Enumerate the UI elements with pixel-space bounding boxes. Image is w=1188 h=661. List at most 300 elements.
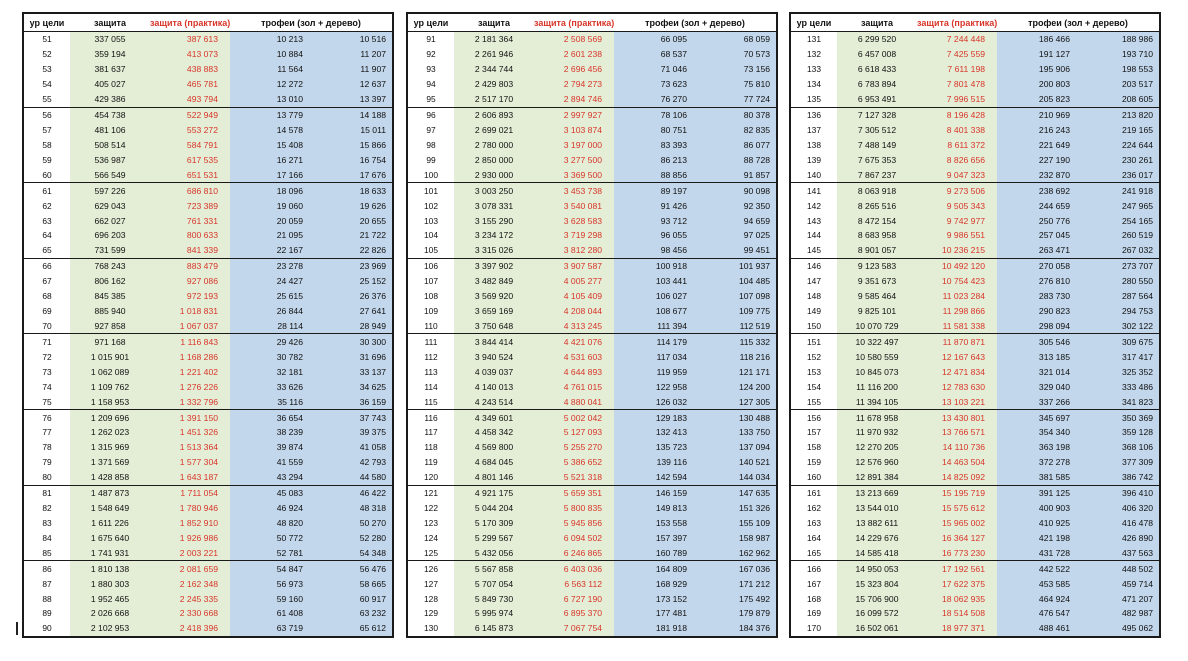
defense-practice-cell: 11 023 284 [917, 289, 997, 304]
defense-cell: 5 044 204 [454, 501, 534, 516]
trophy-wood-cell: 44 580 [311, 470, 392, 485]
trophy-gold-cell: 400 903 [997, 501, 1078, 516]
defense-cell: 1 158 953 [70, 394, 150, 409]
trophy-gold-cell: 210 969 [997, 107, 1078, 122]
defense-practice-cell: 15 965 002 [917, 516, 997, 531]
level-cell: 167 [791, 576, 837, 591]
trophy-wood-cell: 140 521 [695, 455, 776, 470]
level-cell: 119 [408, 455, 454, 470]
defense-cell: 1 062 089 [70, 364, 150, 379]
header-defense: защита [837, 14, 917, 32]
trophy-wood-cell: 133 750 [695, 425, 776, 440]
defense-practice-cell: 883 479 [150, 258, 230, 273]
defense-cell: 12 270 205 [837, 440, 917, 455]
defense-cell: 5 849 730 [454, 591, 534, 606]
defense-practice-cell: 1 852 910 [150, 516, 230, 531]
defense-cell: 731 599 [70, 243, 150, 258]
level-cell: 67 [24, 274, 70, 289]
trophy-gold-cell: 381 585 [997, 470, 1078, 485]
defense-cell: 508 514 [70, 137, 150, 152]
table-row [791, 334, 1159, 349]
trophy-gold-cell: 200 803 [997, 77, 1078, 92]
trophy-gold-cell: 391 125 [997, 485, 1078, 500]
level-cell: 149 [791, 304, 837, 319]
table-row [791, 576, 1159, 591]
defense-cell: 1 880 303 [70, 576, 150, 591]
level-cell: 80 [24, 470, 70, 485]
defense-practice-cell: 16 773 230 [917, 545, 997, 560]
trophy-gold-cell: 135 723 [614, 440, 695, 455]
table-row [408, 198, 776, 213]
trophy-wood-cell: 63 232 [311, 606, 392, 621]
header-trophies: трофеи (зол + дерево) [614, 14, 776, 32]
trophy-wood-cell: 118 216 [695, 349, 776, 364]
defense-cell: 454 738 [70, 107, 150, 122]
defense-practice-cell: 13 103 221 [917, 394, 997, 409]
trophy-wood-cell: 30 300 [311, 334, 392, 349]
trophy-gold-cell: 22 167 [230, 243, 311, 258]
level-cell: 157 [791, 425, 837, 440]
table-row [24, 228, 392, 243]
trophy-gold-cell: 50 772 [230, 530, 311, 545]
defense-cell: 16 099 572 [837, 606, 917, 621]
defense-practice-cell: 1 116 843 [150, 334, 230, 349]
defense-cell: 4 349 601 [454, 410, 534, 425]
trophy-wood-cell: 15 866 [311, 137, 392, 152]
defense-practice-cell: 10 492 120 [917, 258, 997, 273]
trophy-gold-cell: 238 692 [997, 183, 1078, 198]
defense-practice-cell: 6 563 112 [534, 576, 614, 591]
table-row [24, 243, 392, 258]
trophy-wood-cell: 151 326 [695, 501, 776, 516]
defense-cell: 1 371 569 [70, 455, 150, 470]
table-row [24, 379, 392, 394]
defense-practice-cell: 7 425 559 [917, 47, 997, 62]
level-cell: 141 [791, 183, 837, 198]
table-row [408, 334, 776, 349]
defense-cell: 5 567 858 [454, 561, 534, 576]
table-row [24, 152, 392, 167]
trophy-gold-cell: 71 046 [614, 62, 695, 77]
trophy-wood-cell: 107 098 [695, 289, 776, 304]
trophy-wood-cell: 109 775 [695, 304, 776, 319]
trophy-gold-cell: 33 626 [230, 379, 311, 394]
trophy-wood-cell: 21 722 [311, 228, 392, 243]
table-row [408, 470, 776, 485]
trophy-gold-cell: 191 127 [997, 47, 1078, 62]
level-table-3 [789, 12, 1161, 638]
defense-practice-cell: 2 003 221 [150, 545, 230, 560]
trophy-gold-cell: 59 160 [230, 591, 311, 606]
trophy-gold-cell: 45 083 [230, 485, 311, 500]
defense-practice-cell: 3 369 500 [534, 167, 614, 182]
trophy-gold-cell: 232 870 [997, 167, 1078, 182]
trophy-gold-cell: 153 558 [614, 516, 695, 531]
defense-cell: 2 102 953 [70, 621, 150, 636]
trophy-gold-cell: 30 782 [230, 349, 311, 364]
table-row [24, 485, 392, 500]
trophy-wood-cell: 27 641 [311, 304, 392, 319]
level-cell: 99 [408, 152, 454, 167]
defense-cell: 6 953 491 [837, 92, 917, 107]
data-table [791, 14, 1159, 636]
level-cell: 86 [24, 561, 70, 576]
defense-practice-cell: 9 742 977 [917, 213, 997, 228]
trophy-wood-cell: 16 754 [311, 152, 392, 167]
trophy-wood-cell: 448 502 [1078, 561, 1159, 576]
level-cell: 59 [24, 152, 70, 167]
table-row [24, 137, 392, 152]
trophy-wood-cell: 88 728 [695, 152, 776, 167]
table-row [24, 425, 392, 440]
defense-practice-cell: 9 505 343 [917, 198, 997, 213]
trophy-wood-cell: 31 696 [311, 349, 392, 364]
trophy-gold-cell: 38 239 [230, 425, 311, 440]
defense-practice-cell: 16 364 127 [917, 530, 997, 545]
level-cell: 143 [791, 213, 837, 228]
header-defense-practice: защита (практика) [150, 14, 230, 32]
trophy-gold-cell: 186 466 [997, 32, 1078, 47]
table-row [408, 425, 776, 440]
header-defense-practice: защита (практика) [534, 14, 614, 32]
table-row [791, 107, 1159, 122]
trophy-gold-cell: 431 728 [997, 545, 1078, 560]
level-cell: 151 [791, 334, 837, 349]
defense-cell: 6 783 894 [837, 77, 917, 92]
data-table [408, 14, 776, 636]
level-cell: 61 [24, 183, 70, 198]
trophy-gold-cell: 36 654 [230, 410, 311, 425]
level-cell: 108 [408, 289, 454, 304]
table-row [791, 379, 1159, 394]
level-cell: 60 [24, 167, 70, 182]
defense-practice-cell: 11 298 866 [917, 304, 997, 319]
trophy-wood-cell: 287 564 [1078, 289, 1159, 304]
table-row [24, 274, 392, 289]
trophy-wood-cell: 203 517 [1078, 77, 1159, 92]
defense-cell: 5 170 309 [454, 516, 534, 531]
trophy-wood-cell: 155 109 [695, 516, 776, 531]
trophy-wood-cell: 56 476 [311, 561, 392, 576]
trophy-gold-cell: 442 522 [997, 561, 1078, 576]
defense-cell: 9 825 101 [837, 304, 917, 319]
defense-cell: 5 432 056 [454, 545, 534, 560]
trophy-gold-cell: 20 059 [230, 213, 311, 228]
defense-practice-cell: 4 880 041 [534, 394, 614, 409]
trophy-gold-cell: 177 481 [614, 606, 695, 621]
trophy-wood-cell: 437 563 [1078, 545, 1159, 560]
table-row [408, 107, 776, 122]
level-cell: 107 [408, 274, 454, 289]
defense-practice-cell: 7 244 448 [917, 32, 997, 47]
table-row [791, 319, 1159, 334]
defense-practice-cell: 4 208 044 [534, 304, 614, 319]
table-row [791, 440, 1159, 455]
table-row [408, 410, 776, 425]
level-cell: 104 [408, 228, 454, 243]
level-cell: 166 [791, 561, 837, 576]
defense-practice-cell: 651 531 [150, 167, 230, 182]
trophy-wood-cell: 193 710 [1078, 47, 1159, 62]
table-row [791, 591, 1159, 606]
level-cell: 117 [408, 425, 454, 440]
trophy-wood-cell: 52 280 [311, 530, 392, 545]
table-row [408, 501, 776, 516]
trophy-gold-cell: 129 183 [614, 410, 695, 425]
trophy-wood-cell: 302 122 [1078, 319, 1159, 334]
defense-cell: 11 394 105 [837, 394, 917, 409]
defense-practice-cell: 11 870 871 [917, 334, 997, 349]
table-row [24, 167, 392, 182]
defense-practice-cell: 12 471 834 [917, 364, 997, 379]
trophy-wood-cell: 254 165 [1078, 213, 1159, 228]
level-cell: 139 [791, 152, 837, 167]
level-cell: 74 [24, 379, 70, 394]
trophy-wood-cell: 37 743 [311, 410, 392, 425]
defense-cell: 3 003 250 [454, 183, 534, 198]
trophy-gold-cell: 41 559 [230, 455, 311, 470]
table-row [408, 32, 776, 47]
table-row [791, 198, 1159, 213]
table-row [24, 319, 392, 334]
trophy-wood-cell: 80 378 [695, 107, 776, 122]
trophy-wood-cell: 162 962 [695, 545, 776, 560]
table-row [408, 530, 776, 545]
level-cell: 136 [791, 107, 837, 122]
table-row [791, 501, 1159, 516]
level-cell: 161 [791, 485, 837, 500]
level-cell: 156 [791, 410, 837, 425]
table-row [408, 62, 776, 77]
level-cell: 125 [408, 545, 454, 560]
trophy-wood-cell: 115 332 [695, 334, 776, 349]
defense-practice-cell: 4 531 603 [534, 349, 614, 364]
trophy-wood-cell: 77 724 [695, 92, 776, 107]
table-row [791, 455, 1159, 470]
level-cell: 52 [24, 47, 70, 62]
defense-cell: 3 315 026 [454, 243, 534, 258]
defense-practice-cell: 14 825 092 [917, 470, 997, 485]
defense-practice-cell: 18 977 371 [917, 621, 997, 636]
trophy-wood-cell: 91 857 [695, 167, 776, 182]
trophy-gold-cell: 305 546 [997, 334, 1078, 349]
trophy-wood-cell: 406 320 [1078, 501, 1159, 516]
defense-cell: 3 155 290 [454, 213, 534, 228]
trophy-gold-cell: 11 564 [230, 62, 311, 77]
defense-practice-cell: 2 162 348 [150, 576, 230, 591]
defense-practice-cell: 3 628 583 [534, 213, 614, 228]
trophy-gold-cell: 464 924 [997, 591, 1078, 606]
trophy-wood-cell: 241 918 [1078, 183, 1159, 198]
trophy-wood-cell: 175 492 [695, 591, 776, 606]
trophy-wood-cell: 15 011 [311, 123, 392, 138]
defense-practice-cell: 2 330 668 [150, 606, 230, 621]
trophy-gold-cell: 122 958 [614, 379, 695, 394]
table-row [408, 213, 776, 228]
defense-cell: 13 544 010 [837, 501, 917, 516]
defense-cell: 971 168 [70, 334, 150, 349]
level-cell: 83 [24, 516, 70, 531]
defense-cell: 13 213 669 [837, 485, 917, 500]
trophy-gold-cell: 68 537 [614, 47, 695, 62]
trophy-wood-cell: 86 077 [695, 137, 776, 152]
defense-practice-cell: 1 067 037 [150, 319, 230, 334]
defense-practice-cell: 2 997 927 [534, 107, 614, 122]
trophy-wood-cell: 230 261 [1078, 152, 1159, 167]
level-cell: 65 [24, 243, 70, 258]
trophy-wood-cell: 208 605 [1078, 92, 1159, 107]
trophy-wood-cell: 213 820 [1078, 107, 1159, 122]
trophy-wood-cell: 10 516 [311, 32, 392, 47]
trophy-gold-cell: 76 270 [614, 92, 695, 107]
defense-practice-cell: 1 451 326 [150, 425, 230, 440]
level-cell: 97 [408, 123, 454, 138]
trophy-wood-cell: 42 793 [311, 455, 392, 470]
trophy-wood-cell: 41 058 [311, 440, 392, 455]
level-cell: 100 [408, 167, 454, 182]
trophy-wood-cell: 18 633 [311, 183, 392, 198]
table-row [408, 485, 776, 500]
level-cell: 116 [408, 410, 454, 425]
trophy-gold-cell: 276 810 [997, 274, 1078, 289]
table-row [791, 516, 1159, 531]
trophy-wood-cell: 34 625 [311, 379, 392, 394]
table-row [408, 289, 776, 304]
defense-practice-cell: 17 622 375 [917, 576, 997, 591]
trophy-wood-cell: 39 375 [311, 425, 392, 440]
trophy-wood-cell: 188 986 [1078, 32, 1159, 47]
table-row [408, 274, 776, 289]
defense-practice-cell: 841 339 [150, 243, 230, 258]
defense-cell: 4 458 342 [454, 425, 534, 440]
trophy-wood-cell: 48 318 [311, 501, 392, 516]
table-row [24, 304, 392, 319]
trophy-wood-cell: 144 034 [695, 470, 776, 485]
trophy-gold-cell: 421 198 [997, 530, 1078, 545]
level-cell: 130 [408, 621, 454, 636]
header-defense-practice: защита (практика) [917, 14, 997, 32]
defense-practice-cell: 8 196 428 [917, 107, 997, 122]
table-row [791, 123, 1159, 138]
level-cell: 87 [24, 576, 70, 591]
table-row [408, 228, 776, 243]
table-row [408, 92, 776, 107]
table-row [408, 319, 776, 334]
defense-cell: 10 070 729 [837, 319, 917, 334]
trophy-gold-cell: 173 152 [614, 591, 695, 606]
trophy-wood-cell: 54 348 [311, 545, 392, 560]
defense-cell: 1 428 858 [70, 470, 150, 485]
trophy-gold-cell: 12 272 [230, 77, 311, 92]
defense-practice-cell: 1 168 286 [150, 349, 230, 364]
defense-cell: 4 039 037 [454, 364, 534, 379]
table-row [408, 47, 776, 62]
defense-cell: 7 305 512 [837, 123, 917, 138]
level-cell: 79 [24, 455, 70, 470]
trophy-wood-cell: 112 519 [695, 319, 776, 334]
trophy-wood-cell: 22 826 [311, 243, 392, 258]
level-cell: 70 [24, 319, 70, 334]
level-cell: 132 [791, 47, 837, 62]
trophy-gold-cell: 313 185 [997, 349, 1078, 364]
table-row [408, 606, 776, 621]
level-cell: 56 [24, 107, 70, 122]
trophy-gold-cell: 298 094 [997, 319, 1078, 334]
level-cell: 69 [24, 304, 70, 319]
trophy-wood-cell: 121 171 [695, 364, 776, 379]
defense-cell: 481 106 [70, 123, 150, 138]
defense-cell: 5 299 567 [454, 530, 534, 545]
defense-cell: 2 850 000 [454, 152, 534, 167]
trophy-gold-cell: 108 677 [614, 304, 695, 319]
defense-practice-cell: 15 195 719 [917, 485, 997, 500]
trophy-gold-cell: 270 058 [997, 258, 1078, 273]
table-row [24, 530, 392, 545]
trophy-wood-cell: 260 519 [1078, 228, 1159, 243]
level-table-2 [406, 12, 778, 638]
trophy-wood-cell: 184 376 [695, 621, 776, 636]
defense-practice-cell: 9 986 551 [917, 228, 997, 243]
trophy-wood-cell: 158 987 [695, 530, 776, 545]
defense-practice-cell: 5 659 351 [534, 485, 614, 500]
trophy-wood-cell: 267 032 [1078, 243, 1159, 258]
level-cell: 91 [408, 32, 454, 47]
defense-cell: 405 027 [70, 77, 150, 92]
defense-cell: 3 078 331 [454, 198, 534, 213]
defense-practice-cell: 1 513 364 [150, 440, 230, 455]
trophy-gold-cell: 410 925 [997, 516, 1078, 531]
table-row [408, 152, 776, 167]
level-cell: 54 [24, 77, 70, 92]
table-row [408, 243, 776, 258]
defense-cell: 3 397 902 [454, 258, 534, 273]
level-cell: 120 [408, 470, 454, 485]
table-row [791, 304, 1159, 319]
level-cell: 168 [791, 591, 837, 606]
trophy-wood-cell: 325 352 [1078, 364, 1159, 379]
trophy-gold-cell: 372 278 [997, 455, 1078, 470]
level-cell: 84 [24, 530, 70, 545]
defense-cell: 1 015 901 [70, 349, 150, 364]
trophy-gold-cell: 14 578 [230, 123, 311, 138]
trophy-wood-cell: 124 200 [695, 379, 776, 394]
defense-cell: 6 457 008 [837, 47, 917, 62]
table-row [24, 334, 392, 349]
trophy-wood-cell: 333 486 [1078, 379, 1159, 394]
table-row [408, 516, 776, 531]
table-row [791, 137, 1159, 152]
trophy-wood-cell: 219 165 [1078, 123, 1159, 138]
defense-practice-cell: 5 521 318 [534, 470, 614, 485]
header-defense: защита [70, 14, 150, 32]
trophy-gold-cell: 142 594 [614, 470, 695, 485]
level-cell: 159 [791, 455, 837, 470]
defense-practice-cell: 18 514 508 [917, 606, 997, 621]
defense-practice-cell: 723 389 [150, 198, 230, 213]
table-row [24, 440, 392, 455]
table-row [791, 183, 1159, 198]
trophy-wood-cell: 309 675 [1078, 334, 1159, 349]
header-level: ур цели [408, 14, 454, 32]
defense-practice-cell: 3 277 500 [534, 152, 614, 167]
trophy-wood-cell: 11 207 [311, 47, 392, 62]
level-cell: 90 [24, 621, 70, 636]
level-cell: 131 [791, 32, 837, 47]
defense-practice-cell: 3 453 738 [534, 183, 614, 198]
defense-cell: 14 585 418 [837, 545, 917, 560]
trophy-gold-cell: 244 659 [997, 198, 1078, 213]
trophy-gold-cell: 29 426 [230, 334, 311, 349]
